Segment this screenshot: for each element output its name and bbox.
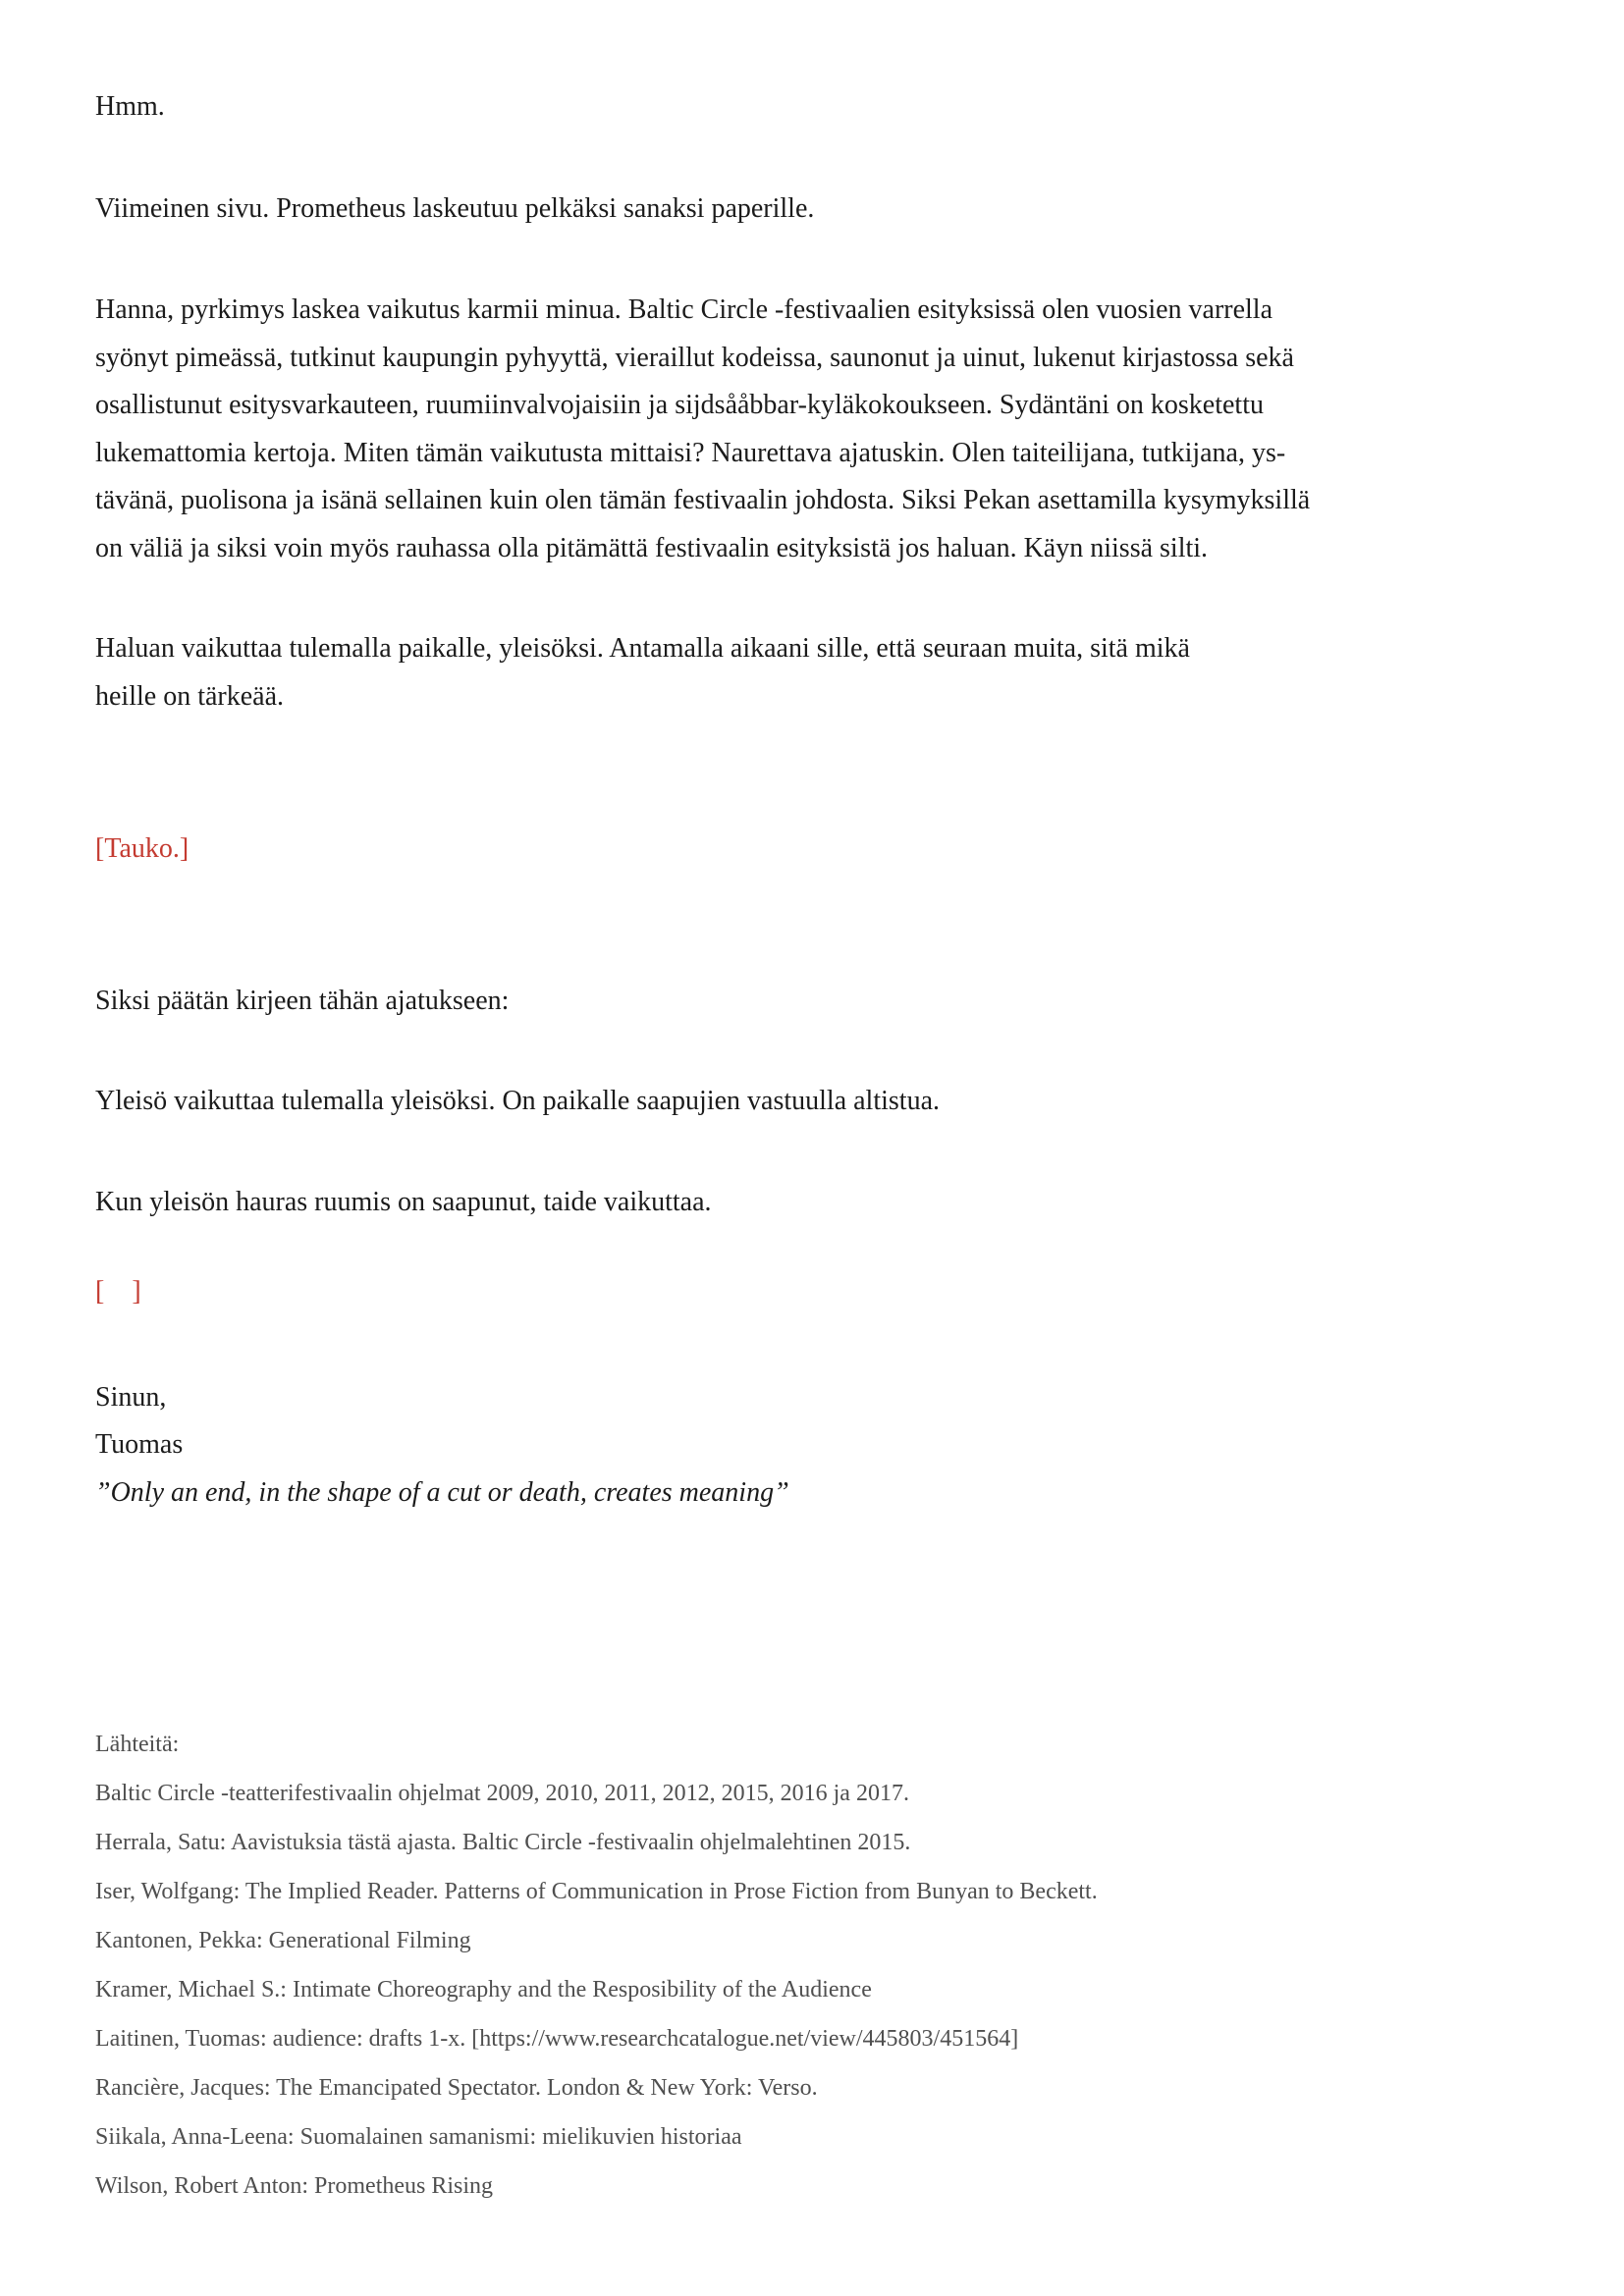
paragraph-line: heille on tärkeää. — [95, 680, 285, 712]
paragraph-line: tävänä, puolisona ja isänä sellainen kuin olen tämän festivaalin johdosta. Siksi Pekan asettamilla kysymyksillä — [95, 485, 1311, 515]
references-section — [95, 1720, 1529, 2211]
reference-item: Laitinen, Tuomas: audience: drafts 1-x. [https://www.researchcatalogue.net/view/445803/451564] — [95, 2026, 1019, 2052]
reference-item: Kramer, Michael S.: Intimate Choreography and the Resposibility of the Audience — [95, 1977, 872, 2002]
signoff-tuomas: Tuomas — [95, 1429, 184, 1460]
references-heading: Lähteitä: — [95, 1732, 180, 1757]
paragraph-viimeinen: Viimeinen sivu. Prometheus laskeutuu pelkäksi sanaksi paperille. — [95, 192, 815, 224]
reference-item: Siikala, Anna-Leena: Suomalainen samanismi: mielikuvien historiaa — [95, 2124, 742, 2150]
reference-item: Wilson, Robert Anton: Prometheus Rising — [95, 2173, 494, 2199]
paragraph-yleiso: Yleisö vaikuttaa tulemalla yleisöksi. On paikalle saapujien vastuulla altistua. — [95, 1086, 941, 1116]
paragraph-line: lukemattomia kertoja. Miten tämän vaikutusta mittaisi? Naurettava ajatuskin. Olen taiteilijana, tutkijana, ys- — [95, 437, 1286, 468]
paragraph-line: Hanna, pyrkimys laskea vaikutus karmii minua. Baltic Circle -festivaalien esityksissä olen vuosien varrella — [95, 294, 1273, 325]
closing-quote: ”Only an end, in the shape of a cut or death, creates meaning” — [95, 1476, 789, 1508]
paragraph-hanna — [95, 287, 1529, 572]
paragraph-kun: Kun yleisön hauras ruumis on saapunut, taide vaikuttaa. — [95, 1186, 712, 1217]
signoff-sinun: Sinun, — [95, 1381, 167, 1413]
paragraph-line: syönyt pimeässä, tutkinut kaupungin pyhyyttä, vieraillut kodeissa, saunonut ja uinut, lukenut kirjastossa sekä — [95, 342, 1294, 373]
reference-item: Iser, Wolfgang: The Implied Reader. Patterns of Communication in Prose Fiction from Bunyan to Beckett. — [95, 1879, 1098, 1904]
paragraph-siksi: Siksi päätän kirjeen tähän ajatukseen: — [95, 985, 510, 1016]
signoff-block — [95, 1374, 1529, 1518]
reference-item: Kantonen, Pekka: Generational Filming — [95, 1928, 471, 1953]
reference-item: Baltic Circle -teatterifestivaalin ohjelmat 2009, 2010, 2011, 2012, 2015, 2016 ja 2017. — [95, 1781, 909, 1806]
paragraph-hmm: Hmm. — [95, 91, 165, 122]
paragraph-line: on väliä ja siksi voin myös rauhassa olla pitämättä festivaalin esityksistä jos haluan. Käyn niissä silti. — [95, 532, 1209, 563]
paragraph-line: Haluan vaikuttaa tulemalla paikalle, yleisöksi. Antamalla aikaani sille, että seuraan muita, sitä mikä — [95, 633, 1190, 664]
paragraph-haluan — [95, 625, 1529, 721]
reference-item: Rancière, Jacques: The Emancipated Spectator. London & New York: Verso. — [95, 2075, 818, 2101]
reference-item: Herrala, Satu: Aavistuksia tästä ajasta. Baltic Circle -festivaalin ohjelmalehtinen 2015. — [95, 1830, 911, 1855]
pause-marker: [Tauko.] — [95, 833, 189, 864]
paragraph-line: osallistunut esitysvarkauteen, ruumiinvalvojaisiin ja sijdsååbbar-kyläkokoukseen. Sydäntäni on kosketettu — [95, 390, 1264, 420]
empty-bracket-marker: [ ] — [95, 1276, 141, 1307]
